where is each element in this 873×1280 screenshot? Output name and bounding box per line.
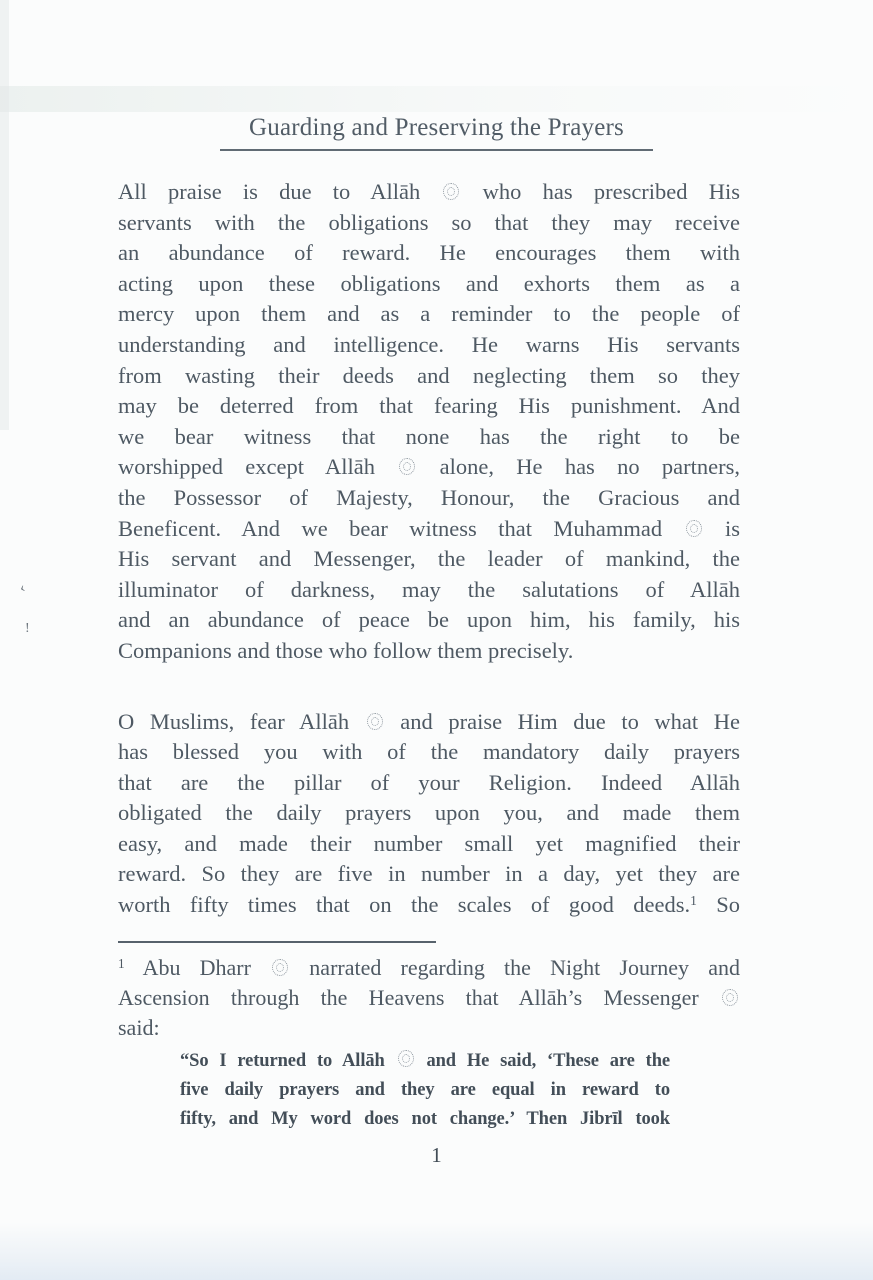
text-line: O Muslims, fear Allāh and praise Him due to what He — [118, 708, 740, 734]
prophet-honorific-icon — [686, 520, 702, 537]
text-line: we bear witness that none has the right to be — [118, 423, 740, 449]
text-line: the Possessor of Majesty, Honour, the Gracious and — [118, 484, 740, 510]
text-line: an abundance of reward. He encourages them with — [118, 240, 740, 266]
text-line: Companions and those who follow them precisely. — [118, 637, 574, 663]
text-line: Ascension through the Heavens that Allāh’s Messenger — [118, 983, 740, 1013]
scan-mark: ! — [25, 621, 30, 636]
chapter-header — [0, 0, 873, 151]
text-line: All praise is due to Allāh who has prescribed His — [118, 179, 740, 204]
allah-honorific-icon — [398, 1050, 414, 1067]
text-line: illuminator of darkness, may the salutations of Allāh — [118, 576, 740, 602]
text-line: and an abundance of peace be upon him, his family, his — [118, 607, 740, 633]
text-line: that are the pillar of your Religion. Indeed Allāh — [118, 769, 740, 795]
scan-mark: ‹ — [17, 579, 28, 597]
text-line: easy, and made their number small yet magnified their — [118, 830, 740, 856]
text-line: $^1$ Abu Dharr narrated regarding the Night Journey and — [118, 954, 740, 980]
text-line: Beneficent. And we bear witness that Muhammad is — [118, 515, 740, 541]
allah-honorific-icon — [367, 713, 383, 730]
footnote-quote — [180, 1047, 670, 1134]
text-line: mercy upon them and as a reminder to the people of — [118, 301, 740, 327]
text-line: servants with the obligations so that they may receive — [118, 209, 740, 235]
footnote-separator — [118, 941, 436, 943]
chapter-title: Guarding and Preserving the Prayers — [249, 114, 624, 141]
scan-edge-shadow — [0, 0, 9, 430]
text-line: worshipped except Allāh alone, He has no partners, — [118, 454, 740, 480]
text-line: reward. So they are five in number in a day, yet they are — [118, 861, 740, 887]
text-line: said: — [118, 1014, 160, 1040]
body-paragraph-2 — [118, 707, 740, 921]
footnote-text — [118, 953, 740, 1043]
chapter-title-underline — [220, 114, 653, 151]
footnote-marker: 1 — [690, 893, 697, 909]
scan-artifact-band — [0, 1222, 873, 1280]
body-paragraph-1 — [118, 177, 740, 667]
text-line: may be deterred from that fearing His punishment. And — [118, 393, 740, 419]
companion-honorific-icon — [272, 959, 288, 976]
allah-honorific-icon — [399, 458, 415, 475]
text-line: His servant and Messenger, the leader of mankind, the — [118, 546, 740, 572]
prophet-honorific-icon — [722, 989, 738, 1006]
text-line: five daily prayers and they are equal in reward to — [180, 1079, 670, 1100]
text-line: fifty, and My word does not change.’ Then Jibrīl took — [180, 1108, 670, 1129]
page-number: 1 — [431, 1143, 442, 1167]
footnote-marker: 1 — [118, 955, 125, 971]
text-line: obligated the daily prayers upon you, and made them — [118, 800, 740, 826]
text-line: worth fifty times that on the scales of good deeds.$^1$ So — [118, 892, 740, 918]
text-line: acting upon these obligations and exhorts them as a — [118, 270, 740, 296]
allah-honorific-icon — [443, 183, 459, 200]
page-body — [118, 177, 740, 1134]
text-line: “So I returned to Allāh and He said, ‘These are the — [180, 1050, 670, 1071]
text-line: understanding and intelligence. He warns His servants — [118, 331, 740, 357]
text-line: from wasting their deeds and neglecting them so they — [118, 362, 740, 388]
text-line: has blessed you with of the mandatory daily prayers — [118, 739, 740, 765]
